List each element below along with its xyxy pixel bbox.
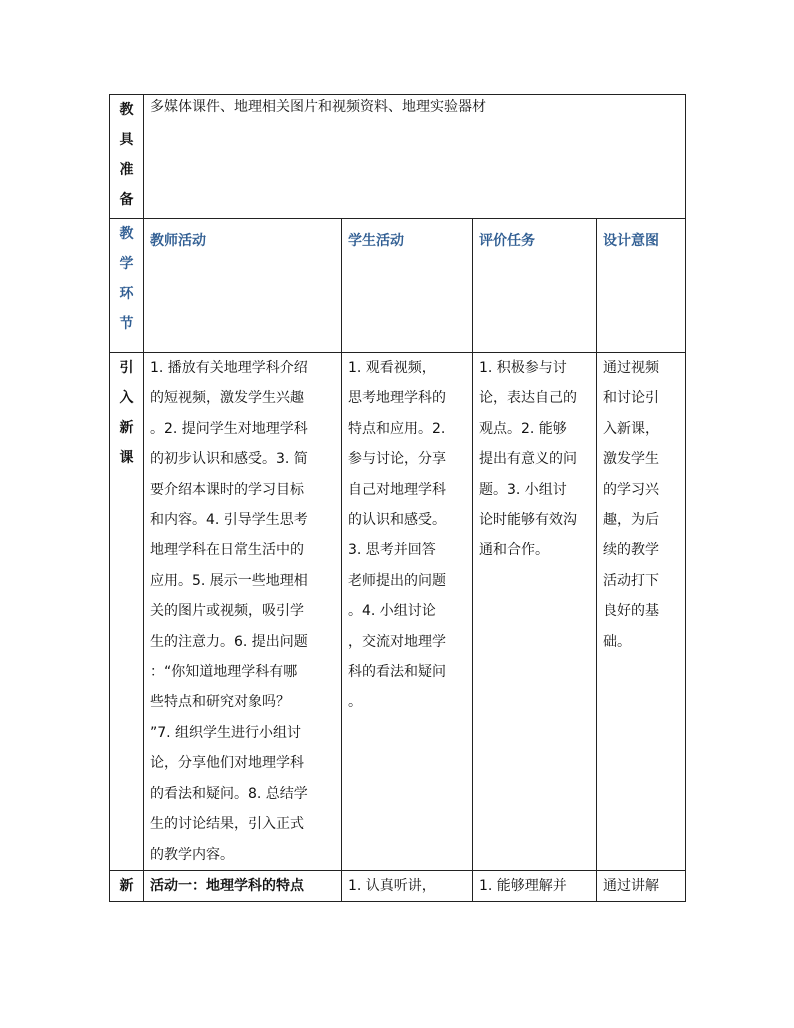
intro-label-cell (110, 353, 144, 871)
label-char: 教 (119, 226, 134, 242)
text-line: 生的讨论结果，引入正式 (150, 816, 304, 833)
text-line: 科的看法和疑问 (348, 664, 446, 681)
new-design-cell (597, 870, 686, 901)
label-char: 新 (119, 420, 134, 436)
text-line: 特点和应用。2. (348, 420, 446, 437)
student-header-cell (342, 219, 473, 353)
text-line: 础。 (603, 633, 631, 650)
lesson-plan-table (109, 94, 686, 902)
student-activity-header: 学生活动 (348, 233, 404, 249)
text-line: 提出有意义的问 (479, 451, 577, 468)
new-lesson-row (110, 870, 686, 901)
text-line: ，交流对地理学 (348, 633, 446, 650)
text-line: 。 (348, 694, 362, 711)
intro-teacher-cell (144, 353, 342, 871)
label-char: 学 (119, 256, 134, 272)
text-line: 论时能够有效沟 (479, 512, 577, 529)
text-line: 活动打下 (603, 572, 659, 589)
text-line: 自己对地理学科 (348, 481, 446, 498)
text-line: 题。3. 小组讨 (479, 481, 567, 498)
label-char: 节 (119, 316, 134, 332)
text-line: 1. 能够理解并 (479, 877, 567, 894)
new-label-cell (110, 870, 144, 901)
intro-row (110, 353, 686, 871)
text-line: ：“你知道地理学科有哪 (150, 664, 298, 681)
label-char: 课 (119, 450, 134, 466)
text-line: 关的图片或视频，吸引学 (150, 603, 304, 620)
evaluation-task-header: 评价任务 (479, 233, 535, 249)
tools-row (110, 95, 686, 219)
text-line: 续的教学 (603, 542, 659, 559)
teacher-activity-header: 教师活动 (150, 233, 206, 249)
text-line: 观点。2. 能够 (479, 420, 567, 437)
text-line: 的看法和疑问。8. 总结学 (150, 785, 308, 802)
text-line: 要介绍本课时的学习目标 (150, 481, 304, 498)
new-student-cell (342, 870, 473, 901)
tools-label-cell (110, 95, 144, 219)
intro-design-cell (597, 353, 686, 871)
label-char: 具 (119, 132, 134, 148)
text-line: 的认识和感受。 (348, 512, 446, 529)
header-row (110, 219, 686, 353)
text-line: 应用。5. 展示一些地理相 (150, 572, 308, 589)
label-char: 入 (119, 390, 134, 406)
stage-label-cell (110, 219, 144, 353)
text-line: 入新课， (603, 420, 659, 437)
evaluation-header-cell (473, 219, 597, 353)
label-char: 准 (119, 162, 134, 178)
text-line: 3. 思考并回答 (348, 542, 436, 559)
text-line: 和讨论引 (603, 390, 659, 407)
text-line: 通和合作。 (479, 542, 549, 559)
text-line: 老师提出的问题 (348, 572, 446, 589)
intro-evaluation-cell (473, 353, 597, 871)
label-char: 新 (119, 877, 134, 894)
text-line: 激发学生 (603, 451, 659, 468)
tools-content-cell (144, 95, 686, 219)
text-line: 的学习兴 (603, 481, 659, 498)
activity-one-title: 活动一：地理学科的特点 (150, 877, 304, 894)
text-line: 的教学内容。 (150, 846, 234, 863)
text-line: 通过视频 (603, 360, 659, 376)
text-line: 。4. 小组讨论 (348, 603, 436, 620)
text-line: 思考地理学科的 (348, 390, 446, 407)
text-line: 些特点和研究对象吗？ (150, 694, 290, 711)
text-line: 论，表达自己的 (479, 390, 577, 407)
text-line: 的初步认识和感受。3. 简 (150, 451, 308, 468)
text-line: 论，分享他们对地理学科 (150, 755, 304, 772)
new-evaluation-cell (473, 870, 597, 901)
text-line: 趣，为后 (603, 512, 659, 529)
new-teacher-cell (144, 870, 342, 901)
text-line: 生的注意力。6. 提出问题 (150, 633, 308, 650)
design-intent-header: 设计意图 (603, 233, 659, 249)
label-char: 引 (119, 360, 134, 376)
label-char: 教 (119, 102, 134, 118)
design-header-cell (597, 219, 686, 353)
text-line: 和内容。4. 引导学生思考 (150, 512, 308, 529)
text-line: 1. 播放有关地理学科介绍 (150, 360, 308, 376)
text-line: 地理学科在日常生活中的 (150, 542, 304, 559)
label-char: 环 (119, 286, 134, 302)
text-line: 的短视频，激发学生兴趣 (150, 390, 304, 407)
text-line: 1. 观看视频， (348, 360, 436, 376)
text-line: 1. 积极参与讨 (479, 360, 567, 376)
text-line: 参与讨论，分享 (348, 451, 446, 468)
text-line: 通过讲解 (603, 877, 659, 894)
text-line: 。2. 提问学生对地理学科 (150, 420, 308, 437)
text-line: 良好的基 (603, 603, 659, 620)
text-line: ”7. 组织学生进行小组讨 (150, 724, 302, 741)
label-char: 备 (119, 192, 134, 208)
tools-content: 多媒体课件、地理相关图片和视频资料、地理实验器材 (150, 99, 486, 115)
teacher-header-cell (144, 219, 342, 353)
intro-student-cell (342, 353, 473, 871)
text-line: 1. 认真听讲， (348, 877, 436, 894)
